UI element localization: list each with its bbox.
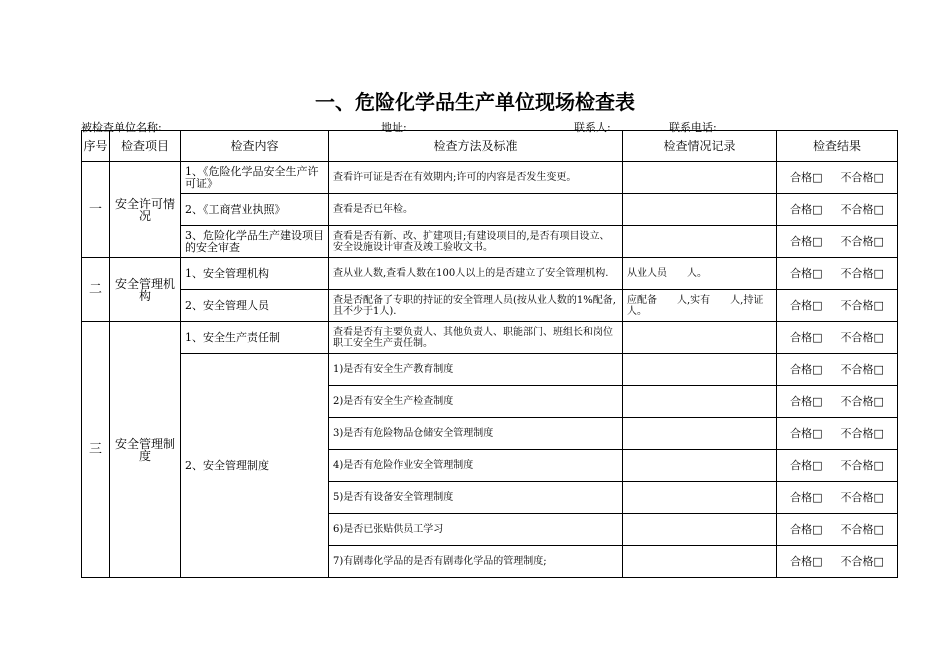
fail-checkbox[interactable]: 不合格□: [840, 522, 884, 536]
fail-checkbox[interactable]: 不合格□: [840, 202, 884, 216]
result-cell: [777, 194, 898, 226]
fail-checkbox[interactable]: 不合格□: [840, 298, 884, 312]
check-record[interactable]: [623, 418, 777, 450]
check-record[interactable]: [623, 194, 777, 226]
fail-checkbox[interactable]: 不合格□: [840, 330, 884, 344]
table-row: [82, 162, 898, 194]
result-cell: [777, 482, 898, 514]
result-cell: [777, 354, 898, 386]
pass-checkbox[interactable]: 合格□: [790, 426, 823, 440]
check-content: 1、《危险化学品安全生产许可证》: [181, 162, 329, 194]
check-method: 查从业人数,查看人数在100人以上的是否建立了安全管理机构.: [329, 258, 623, 290]
check-content: 2、安全管理人员: [181, 290, 329, 322]
section-item: 安全管理制度: [110, 322, 181, 578]
result-cell: [777, 546, 898, 578]
section-number: 一: [82, 162, 110, 258]
pass-checkbox[interactable]: 合格□: [790, 234, 823, 248]
table-row: [82, 354, 898, 386]
section-number: 三: [82, 322, 110, 578]
pass-checkbox[interactable]: 合格□: [790, 522, 823, 536]
check-record[interactable]: [623, 354, 777, 386]
pass-checkbox[interactable]: 合格□: [790, 458, 823, 472]
check-method: 2)是否有安全生产检查制度: [329, 386, 623, 418]
pass-checkbox[interactable]: 合格□: [790, 298, 823, 312]
fail-checkbox[interactable]: 不合格□: [840, 394, 884, 408]
inspection-table: [81, 130, 898, 578]
check-method: 7)有剧毒化学品的是否有剧毒化学品的管理制度;: [329, 546, 623, 578]
pass-checkbox[interactable]: 合格□: [790, 266, 823, 280]
header-item: 检查项目: [110, 131, 181, 162]
check-record[interactable]: [623, 514, 777, 546]
pass-checkbox[interactable]: 合格□: [790, 554, 823, 568]
check-method: 5)是否有设备安全管理制度: [329, 482, 623, 514]
address-label: 地址:: [381, 121, 407, 134]
check-method: 查是否配备了专职的持证的安全管理人员(按从业人数的1%配备,且不少于1人).: [329, 290, 623, 322]
check-method: 6)是否已张贴供员工学习: [329, 514, 623, 546]
check-record[interactable]: [623, 450, 777, 482]
header-content: 检查内容: [181, 131, 329, 162]
check-record[interactable]: [623, 482, 777, 514]
fail-checkbox[interactable]: 不合格□: [840, 490, 884, 504]
section-item: 安全管理机构: [110, 258, 181, 322]
result-cell: [777, 290, 898, 322]
pass-checkbox[interactable]: 合格□: [790, 490, 823, 504]
check-content: 1、安全生产责任制: [181, 322, 329, 354]
check-record[interactable]: [623, 322, 777, 354]
phone-label: 联系电话:: [669, 121, 717, 134]
check-record[interactable]: 应配备 人,实有 人,持证 人。: [623, 290, 777, 322]
header-record: 检查情况记录: [623, 131, 777, 162]
check-content: 3、危险化学品生产建设项目的安全审查: [181, 226, 329, 258]
pass-checkbox[interactable]: 合格□: [790, 202, 823, 216]
result-cell: [777, 322, 898, 354]
pass-checkbox[interactable]: 合格□: [790, 330, 823, 344]
check-content: 2、安全管理制度: [181, 354, 329, 578]
header-method: 检查方法及标准: [329, 131, 623, 162]
header-seq: 序号: [82, 131, 110, 162]
result-cell: [777, 386, 898, 418]
table-row: [82, 258, 898, 290]
check-method: 查看是否有新、改、扩建项目;有建设项目的,是否有项目设立、安全设施设计审查及竣工验收文书。: [329, 226, 623, 258]
result-cell: [777, 162, 898, 194]
pass-checkbox[interactable]: 合格□: [790, 170, 823, 184]
check-content: 1、安全管理机构: [181, 258, 329, 290]
check-method: 查看许可证是否在有效期内;许可的内容是否发生变更。: [329, 162, 623, 194]
result-cell: [777, 418, 898, 450]
fail-checkbox[interactable]: 不合格□: [840, 426, 884, 440]
check-method: 4)是否有危险作业安全管理制度: [329, 450, 623, 482]
check-record[interactable]: [623, 386, 777, 418]
unit-name-label: 被检查单位名称:: [81, 121, 162, 134]
result-cell: [777, 514, 898, 546]
header-result: 检查结果: [777, 131, 898, 162]
check-method: 查看是否有主要负责人、其他负责人、职能部门、班组长和岗位职工安全生产责任制。: [329, 322, 623, 354]
fail-checkbox[interactable]: 不合格□: [840, 266, 884, 280]
fail-checkbox[interactable]: 不合格□: [840, 458, 884, 472]
check-record[interactable]: [623, 162, 777, 194]
fail-checkbox[interactable]: 不合格□: [840, 362, 884, 376]
check-method: 1)是否有安全生产教育制度: [329, 354, 623, 386]
result-cell: [777, 258, 898, 290]
result-cell: [777, 226, 898, 258]
table-row: [82, 290, 898, 322]
result-cell: [777, 450, 898, 482]
check-content: 2、《工商营业执照》: [181, 194, 329, 226]
table-row: [82, 226, 898, 258]
fail-checkbox[interactable]: 不合格□: [840, 554, 884, 568]
pass-checkbox[interactable]: 合格□: [790, 362, 823, 376]
check-method: 3)是否有危险物品仓储安全管理制度: [329, 418, 623, 450]
check-record[interactable]: [623, 226, 777, 258]
check-method: 查看是否已年检。: [329, 194, 623, 226]
contact-label: 联系人:: [574, 121, 611, 134]
section-number: 二: [82, 258, 110, 322]
table-row: [82, 322, 898, 354]
fail-checkbox[interactable]: 不合格□: [840, 234, 884, 248]
check-record[interactable]: 从业人员 人。: [623, 258, 777, 290]
fail-checkbox[interactable]: 不合格□: [840, 170, 884, 184]
page-title: 一、危险化学品生产单位现场检查表: [315, 90, 635, 114]
table-row: [82, 194, 898, 226]
check-record[interactable]: [623, 546, 777, 578]
pass-checkbox[interactable]: 合格□: [790, 394, 823, 408]
section-item: 安全许可情况: [110, 162, 181, 258]
